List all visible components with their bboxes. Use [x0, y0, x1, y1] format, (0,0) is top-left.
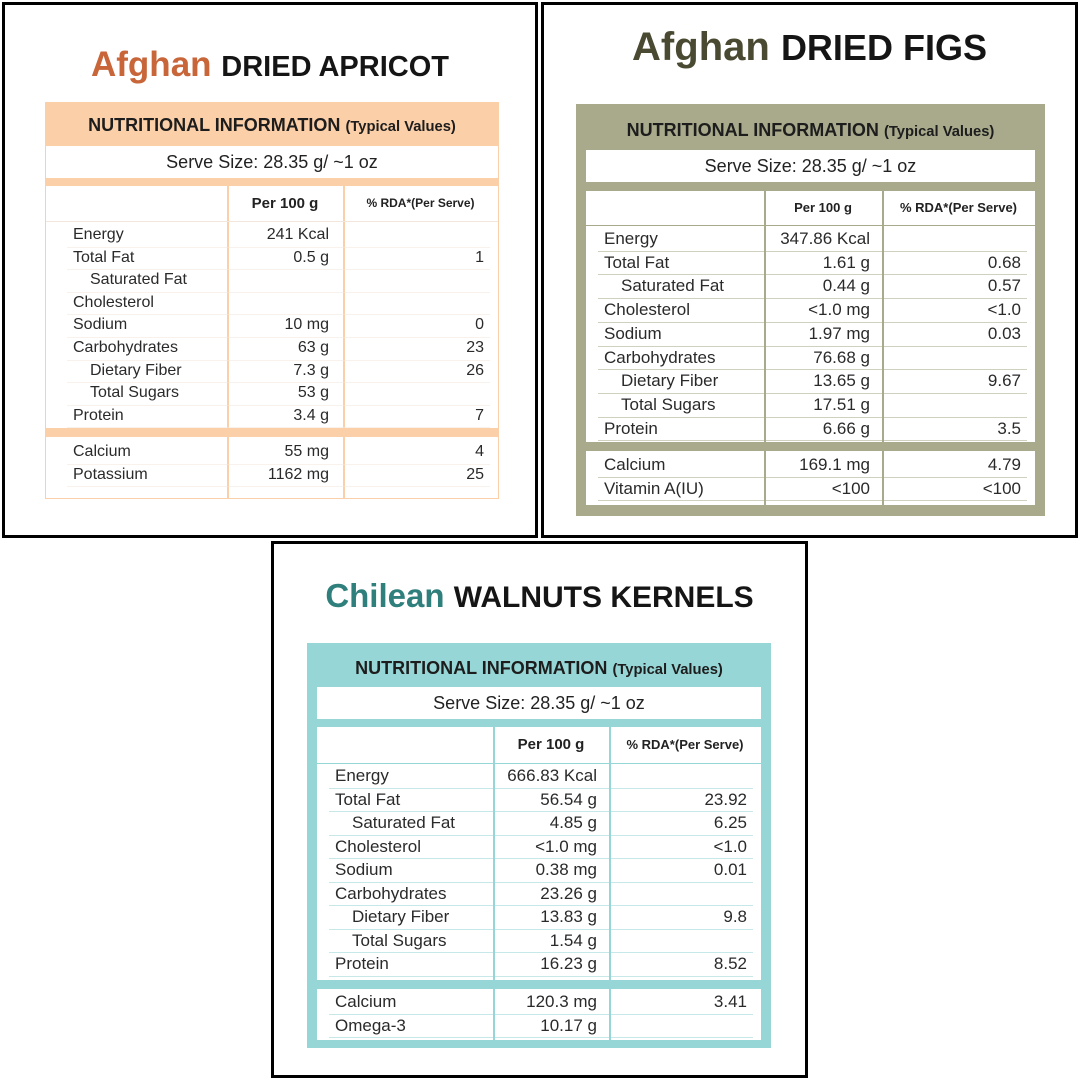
nutrient-name: Protein	[73, 406, 124, 424]
product-title	[544, 25, 1075, 70]
nutrient-name: Energy	[73, 226, 124, 243]
header-label: NUTRITIONAL INFORMATION	[355, 658, 608, 678]
nutrient-row	[586, 274, 1035, 298]
nutrient-row	[586, 346, 1035, 370]
nutrient-name: Total Sugars	[352, 930, 447, 950]
nutrient-per100: 6.66 g	[822, 418, 870, 438]
header-suffix: (Typical Values)	[612, 662, 723, 678]
nutrient-per100: 347.86 Kcal	[780, 229, 870, 248]
nutrient-name: Cholesterol	[604, 300, 690, 320]
nutrient-name: Calcium	[604, 455, 666, 474]
nutrient-row	[586, 453, 1035, 477]
nutrient-name: Cholesterol	[73, 293, 154, 311]
header-rule	[46, 221, 498, 222]
nutrient-per100: 241 Kcal	[266, 226, 329, 243]
header-rule	[586, 225, 1035, 226]
nutrient-name: Protein	[604, 418, 658, 438]
product-name: DRIED FIGS	[780, 27, 987, 68]
nutrient-row	[317, 882, 761, 906]
nutrient-row	[46, 337, 498, 360]
nutrient-name: Total Fat	[73, 248, 135, 266]
section-divider	[586, 442, 1035, 451]
nutrient-name: Total Sugars	[90, 384, 179, 402]
nutrient-per100: 4.85 g	[549, 813, 597, 832]
nutrient-rda: 4.79	[987, 455, 1021, 474]
nutrient-name: Carbohydrates	[604, 347, 716, 367]
nutrient-rda: 7	[475, 406, 484, 424]
product-name: DRIED APRICOT	[221, 51, 449, 83]
nutrient-per100: 7.3 g	[293, 361, 329, 379]
nutrient-name: Energy	[335, 766, 389, 785]
nutrient-per100: 56.54 g	[540, 789, 597, 809]
nutrient-row	[317, 1014, 761, 1038]
nutrient-per100: 10.17 g	[540, 1015, 597, 1035]
nutrient-per100: 169.1 mg	[799, 455, 870, 474]
nutrient-name: Saturated Fat	[90, 271, 187, 289]
nutrient-per100: 666.83 Kcal	[507, 766, 597, 785]
row-rule	[329, 1037, 753, 1038]
column-header-rda: % RDA*(Per Serve)	[366, 196, 475, 210]
column-header-per100: Per 100 g	[517, 736, 585, 753]
nutrient-per100: 1162 mg	[267, 465, 329, 483]
nutrient-name: Dietary Fiber	[90, 361, 182, 379]
nutrient-name: Calcium	[335, 992, 397, 1011]
nutrient-per100: <100	[831, 478, 870, 498]
nutrient-name: Total Fat	[335, 789, 401, 809]
product-origin: Chilean	[325, 577, 445, 614]
nutrient-row	[317, 764, 761, 788]
product-name: WALNUTS KERNELS	[453, 581, 754, 614]
nutrient-per100: <1.0 mg	[808, 300, 870, 320]
nutrient-rda: 9.67	[987, 371, 1021, 391]
nutrient-row	[46, 405, 498, 428]
nutrient-per100: 53 g	[297, 384, 329, 402]
nutrient-row	[317, 811, 761, 835]
nutrient-row	[317, 952, 761, 976]
nutrient-name: Carbohydrates	[335, 883, 447, 903]
nutrient-per100: 1.54 g	[549, 930, 597, 950]
column-header-rda: % RDA*(Per Serve)	[899, 200, 1018, 215]
product-title	[274, 577, 805, 615]
nutrient-per100: 16.23 g	[540, 954, 597, 973]
nutrition-card	[576, 104, 1045, 516]
nutrient-name: Total Sugars	[621, 394, 716, 414]
nutrient-row	[586, 417, 1035, 441]
nutrient-name: Omega-3	[335, 1015, 406, 1035]
section-divider	[317, 980, 761, 989]
nutrient-name: Total Fat	[604, 252, 670, 272]
panel-dried-apricot	[2, 2, 538, 538]
nutrient-row	[317, 929, 761, 953]
nutrient-row	[586, 251, 1035, 275]
nutrient-name: Protein	[335, 954, 389, 973]
serve-size: Serve Size: 28.35 g/ ~1 oz	[586, 150, 1035, 182]
nutrient-per100: 76.68 g	[813, 347, 870, 367]
nutrient-rda: 0	[475, 316, 484, 334]
column-header-per100: Per 100 g	[251, 195, 319, 212]
card-header	[45, 102, 499, 148]
nutrient-per100: 55 mg	[284, 443, 329, 460]
header-suffix: (Typical Values)	[883, 124, 995, 140]
nutrient-rda: 0.03	[987, 323, 1021, 343]
nutrient-name: Saturated Fat	[621, 276, 725, 296]
serve-size: Serve Size: 28.35 g/ ~1 oz	[46, 146, 498, 178]
nutrient-per100: 13.65 g	[813, 371, 870, 391]
nutrient-row	[586, 227, 1035, 251]
nutrient-row	[317, 835, 761, 859]
section-divider	[46, 428, 498, 437]
nutrient-row	[586, 477, 1035, 501]
header-label: NUTRITIONAL INFORMATION	[626, 120, 879, 140]
nutrient-row	[317, 905, 761, 929]
nutrient-row	[46, 360, 498, 383]
nutrient-per100: 13.83 g	[540, 907, 597, 926]
nutrient-per100: 63 g	[297, 339, 329, 356]
nutrient-name: Saturated Fat	[352, 813, 456, 832]
nutrient-rda: 6.25	[713, 813, 747, 832]
nutrient-name: Potassium	[73, 465, 148, 483]
nutrient-rda: 25	[466, 465, 484, 483]
card-header	[576, 104, 1045, 156]
nutrient-row	[317, 858, 761, 882]
nutrient-name: Sodium	[73, 316, 128, 334]
nutrient-row	[46, 441, 498, 464]
nutrient-name: Sodium	[335, 860, 393, 879]
column-header-per100: Per 100 g	[794, 200, 852, 215]
card-header	[307, 643, 771, 693]
nutrient-name: Dietary Fiber	[621, 371, 719, 391]
nutrient-rda: 23.92	[704, 789, 747, 809]
nutrient-rda: <1.0	[713, 836, 747, 856]
nutrient-per100: 10 mg	[284, 316, 329, 334]
nutrient-row	[46, 464, 498, 487]
nutrient-row	[586, 322, 1035, 346]
nutrient-row	[46, 224, 498, 247]
row-rule	[67, 486, 490, 487]
nutrition-table	[46, 186, 498, 498]
nutrient-name: Sodium	[604, 323, 662, 343]
serve-size: Serve Size: 28.35 g/ ~1 oz	[317, 687, 761, 719]
nutrient-per100: 23.26 g	[540, 883, 597, 903]
nutrient-rda: 0.68	[987, 252, 1021, 272]
product-title	[5, 45, 535, 85]
product-origin: Afghan	[91, 45, 212, 84]
panel-dried-figs	[541, 2, 1078, 538]
nutrient-per100: 3.4 g	[293, 406, 329, 424]
product-origin: Afghan	[632, 25, 770, 69]
nutrient-per100: 17.51 g	[813, 394, 870, 414]
row-rule	[329, 976, 753, 977]
column-header-rda: % RDA*(Per Serve)	[626, 737, 744, 752]
nutrient-rda: 8.52	[713, 954, 747, 973]
nutrient-per100: 1.61 g	[822, 252, 870, 272]
nutrient-name: Energy	[604, 229, 658, 248]
nutrient-per100: 120.3 mg	[526, 992, 597, 1011]
nutrient-per100: 0.5 g	[293, 248, 329, 266]
nutrient-name: Calcium	[73, 443, 131, 460]
row-rule	[598, 500, 1027, 501]
nutrient-rda: 3.5	[997, 418, 1021, 438]
nutrient-rda: 3.41	[713, 992, 747, 1011]
header-label: NUTRITIONAL INFORMATION	[88, 115, 341, 135]
nutrition-table	[586, 191, 1035, 505]
nutrient-rda: 0.57	[987, 276, 1021, 296]
panel-walnuts-kernels	[271, 541, 808, 1078]
nutrient-row	[46, 382, 498, 405]
nutrient-rda: 4	[475, 443, 484, 460]
nutrient-row	[586, 369, 1035, 393]
nutrient-per100: 0.44 g	[822, 276, 870, 296]
nutrient-per100: 0.38 mg	[535, 860, 597, 879]
nutrient-name: Dietary Fiber	[352, 907, 450, 926]
nutrient-rda: 1	[475, 248, 484, 266]
nutrient-rda: <100	[982, 478, 1021, 498]
nutrient-row	[46, 247, 498, 270]
nutrient-row	[317, 990, 761, 1014]
nutrient-row	[46, 292, 498, 315]
nutrition-card	[45, 102, 499, 499]
nutrient-row	[586, 298, 1035, 322]
nutrient-name: Cholesterol	[335, 836, 421, 856]
nutrient-rda: <1.0	[987, 300, 1021, 320]
nutrient-per100: 1.97 mg	[808, 323, 870, 343]
nutrient-rda: 9.8	[723, 907, 747, 926]
nutrient-row	[46, 314, 498, 337]
nutrient-rda: 0.01	[713, 860, 747, 879]
nutrient-rda: 26	[466, 361, 484, 379]
nutrient-name: Carbohydrates	[73, 339, 178, 356]
nutrient-row	[586, 393, 1035, 417]
nutrient-rda: 23	[466, 339, 484, 356]
nutrient-per100: <1.0 mg	[535, 836, 597, 856]
nutrition-table	[317, 727, 761, 1040]
nutrient-row	[317, 788, 761, 812]
nutrition-card	[307, 643, 771, 1048]
header-suffix: (Typical Values)	[345, 119, 456, 135]
nutrient-row	[46, 269, 498, 292]
nutrient-name: Vitamin A(IU)	[604, 478, 704, 498]
